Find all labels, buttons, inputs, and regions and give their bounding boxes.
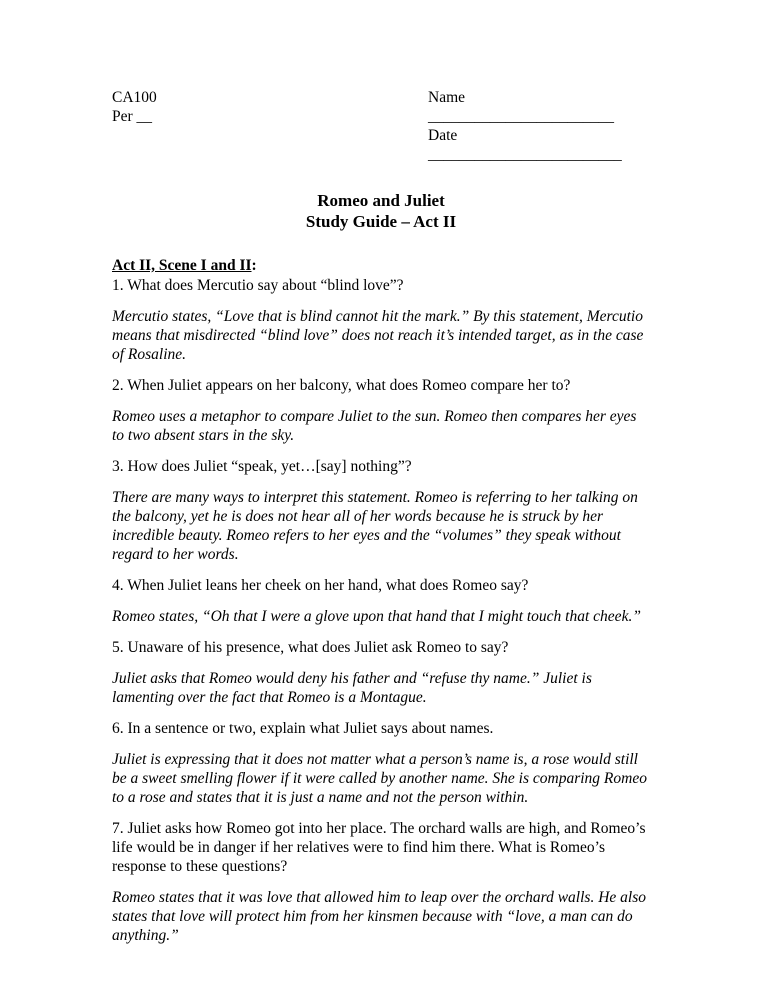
- qa-item-6: [112, 719, 650, 807]
- date-field: Date _________________________: [428, 127, 622, 163]
- answer-7: Romeo states that it was love that allowed him to leap over the orchard walls. He also states that love will protect him from her kinsmen because with “love, a man can do anything.”: [112, 889, 646, 944]
- period-field: Per __: [112, 108, 153, 125]
- answer-6: Juliet is expressing that it does not matter what a person’s name is, a rose would still be a sweet smelling flower if it were called by another name. She is comparing Romeo to a rose and states that it is just a name and not the person within.: [112, 751, 647, 806]
- question-1: 1. What does Mercutio say about “blind love”?: [112, 277, 404, 294]
- qa-item-2: [112, 376, 650, 445]
- header-left: [112, 88, 157, 164]
- question-3: 3. How does Juliet “speak, yet…[say] nothing”?: [112, 458, 412, 475]
- qa-item-1: [112, 276, 650, 364]
- title-line-1: Romeo and Juliet: [317, 191, 445, 210]
- qa-item-3: [112, 457, 650, 564]
- answer-3: There are many ways to interpret this statement. Romeo is referring to her talking on the balcony, yet he is does not hear all of her words because he is struck by her incredible beauty. Romeo refers to her eyes and the “volumes” they speak without regard to her words.: [112, 489, 638, 563]
- answer-5: Juliet asks that Romeo would deny his father and “refuse thy name.” Juliet is lamenting over the fact that Romeo is a Montague.: [112, 670, 592, 706]
- answer-1: Mercutio states, “Love that is blind cannot hit the mark.” By this statement, Mercutio means that misdirected “blind love” does not reach it’s intended target, as in the case of Rosaline.: [112, 308, 644, 363]
- answer-4: Romeo states, “Oh that I were a glove upon that hand that I might touch that cheek.”: [112, 608, 641, 625]
- section-heading-text: Act II, Scene I and II: [112, 257, 252, 274]
- name-field: Name ________________________: [428, 89, 614, 125]
- header: [112, 88, 650, 164]
- section-heading-colon: :: [251, 257, 257, 274]
- question-7: 7. Juliet asks how Romeo got into her place. The orchard walls are high, and Romeo’s life would be in danger if her relatives were to find him there. What is Romeo’s response to these questions?: [112, 820, 646, 875]
- question-2: 2. When Juliet appears on her balcony, what does Romeo compare her to?: [112, 377, 571, 394]
- answer-2: Romeo uses a metaphor to compare Juliet to the sun. Romeo then compares her eyes to two absent stars in the sky.: [112, 408, 637, 444]
- question-4: 4. When Juliet leans her cheek on her hand, what does Romeo say?: [112, 577, 529, 594]
- section-heading: [112, 256, 650, 275]
- title-line-2: Study Guide – Act II: [305, 212, 457, 231]
- question-5: 5. Unaware of his presence, what does Juliet ask Romeo to say?: [112, 639, 509, 656]
- qa-item-4: [112, 576, 650, 626]
- document-title: [112, 190, 650, 232]
- header-right: [428, 88, 650, 164]
- course-code: CA100: [112, 89, 157, 106]
- qa-item-7: [112, 819, 650, 945]
- question-6: 6. In a sentence or two, explain what Juliet says about names.: [112, 720, 494, 737]
- qa-item-5: [112, 638, 650, 707]
